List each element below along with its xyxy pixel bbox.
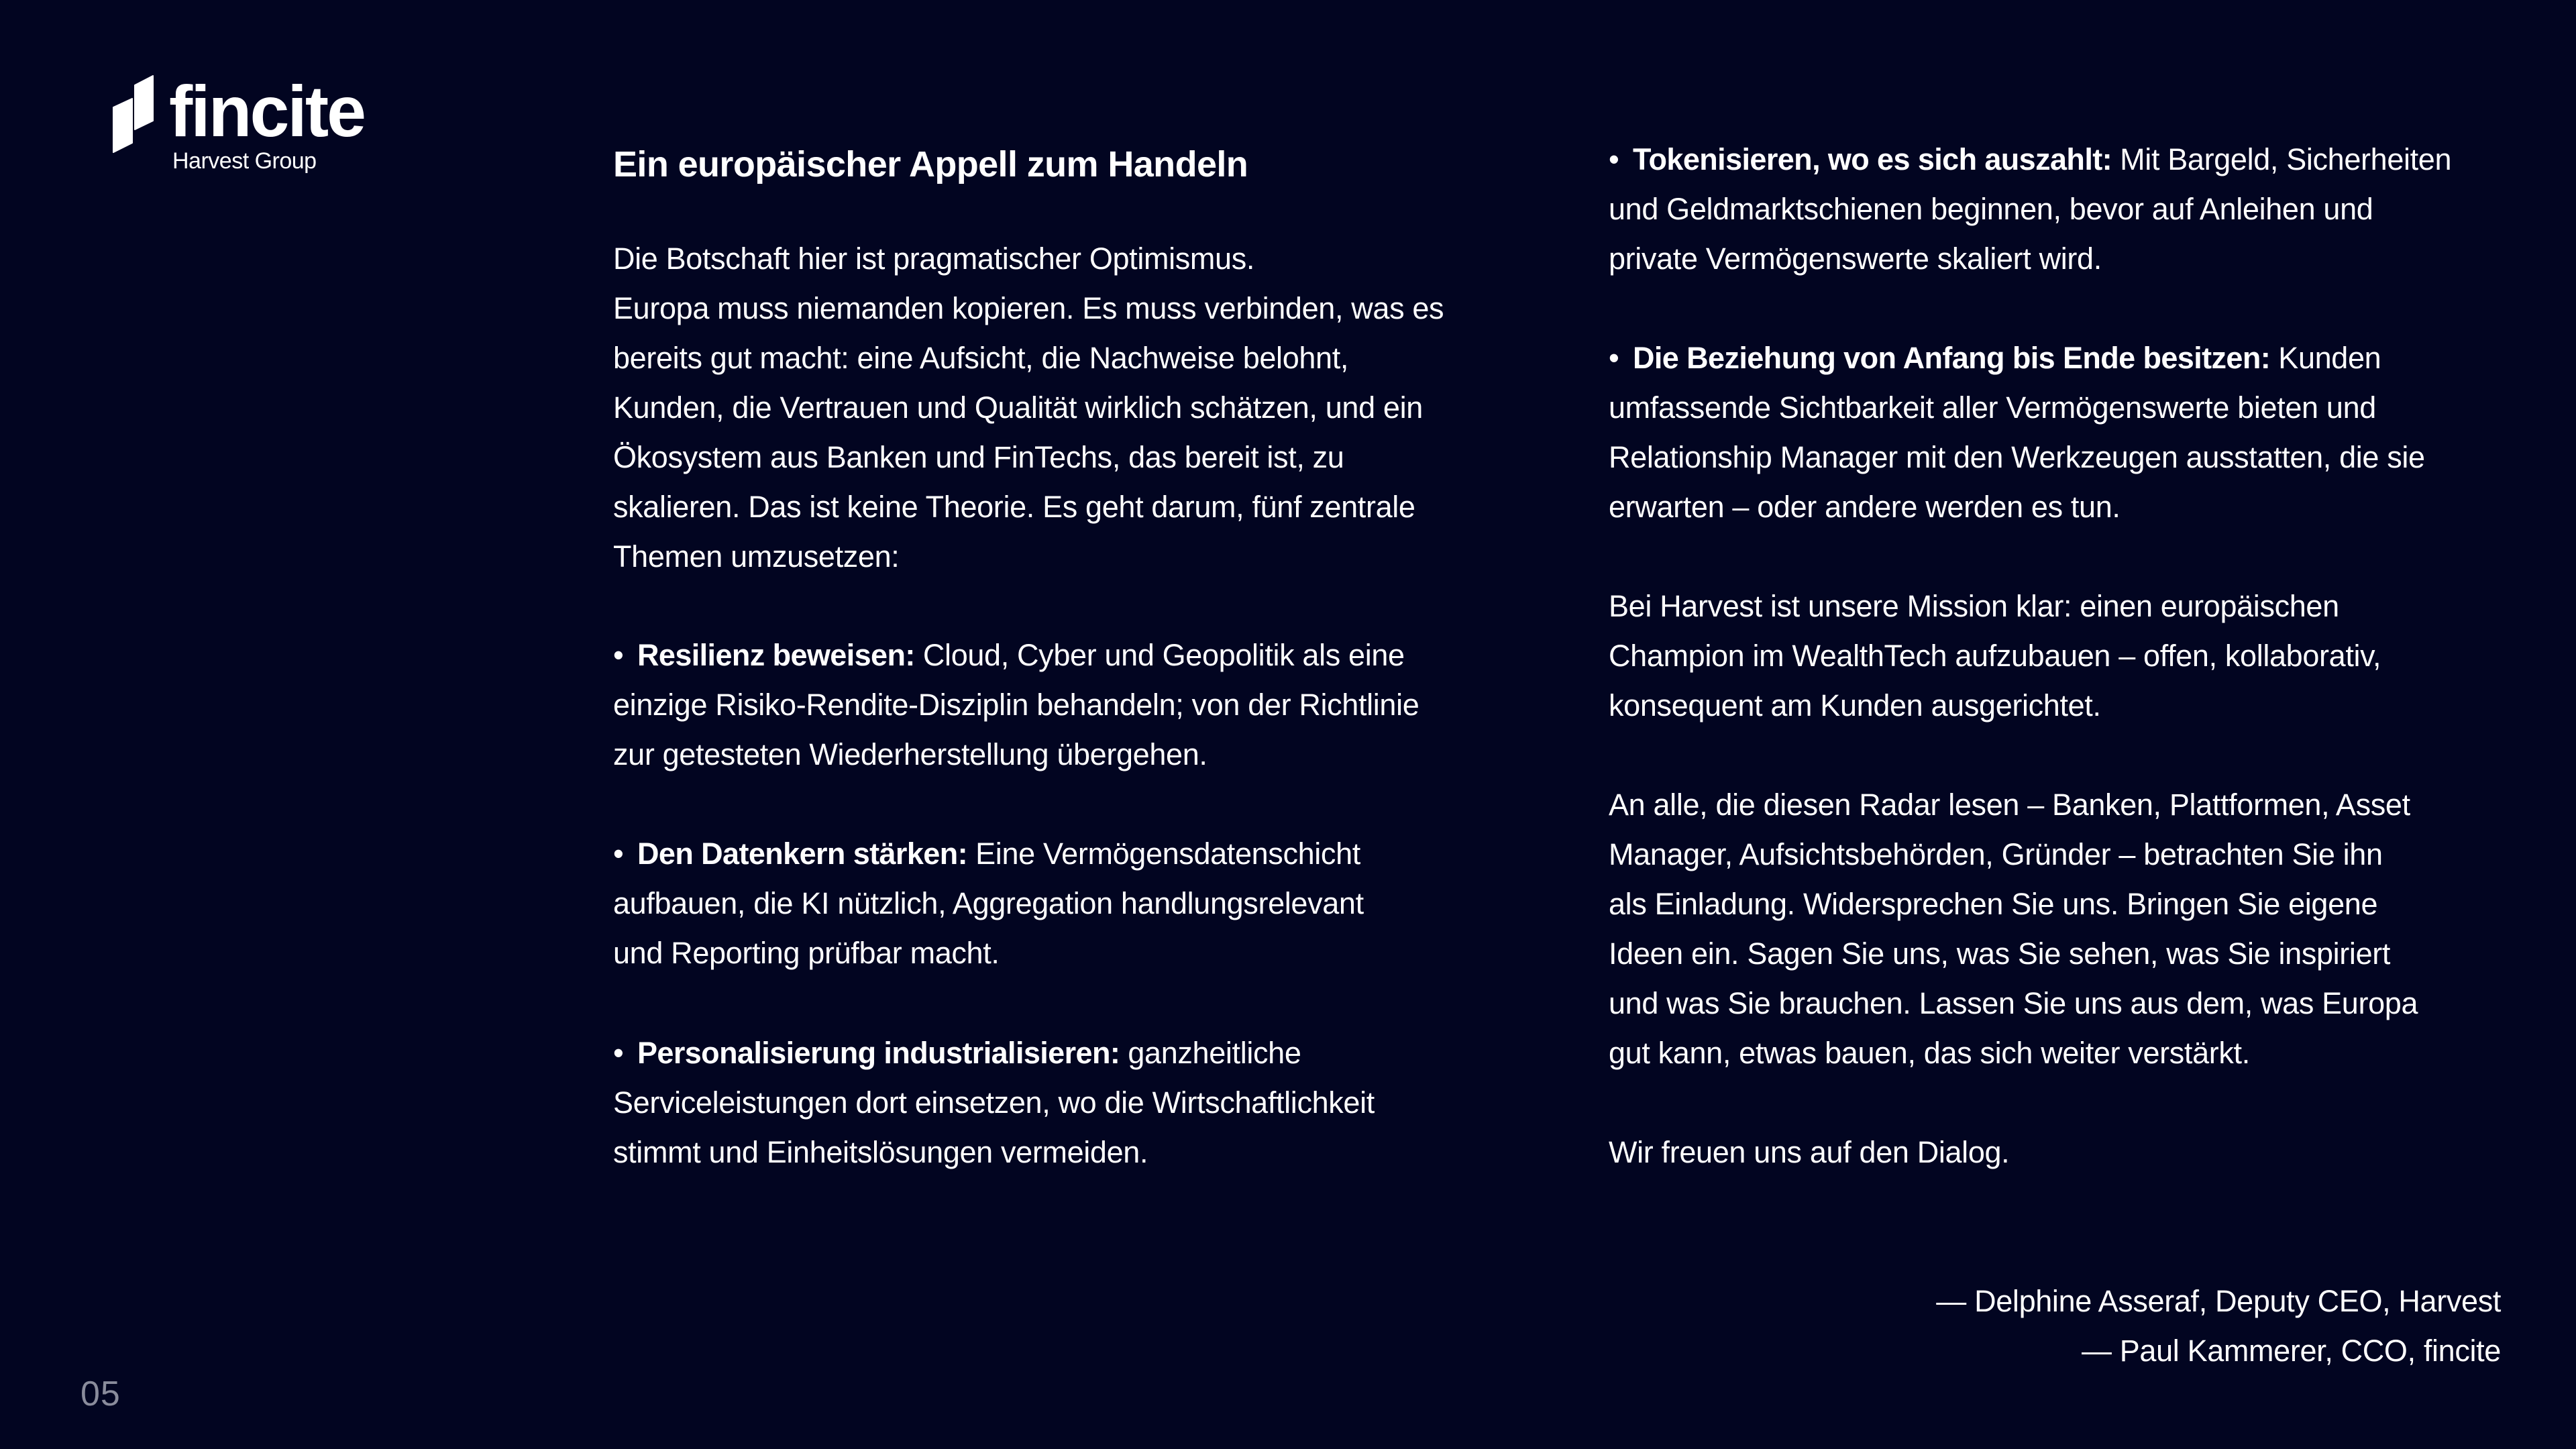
invitation-line: Ideen ein. Sagen Sie uns, was Sie sehen, was Sie inspiriert — [1609, 936, 2391, 971]
invitation-line: als Einladung. Widersprechen Sie uns. Bringen Sie eigene — [1609, 887, 2378, 921]
signature-paul-kammerer: — Paul Kammerer, CCO, fincite — [2081, 1334, 2501, 1368]
intro-line: Kunden, die Vertrauen und Qualität wirklich schätzen, und ein — [613, 390, 1423, 425]
invitation-line: Manager, Aufsichtsbehörden, Gründer – betrachten Sie ihn — [1609, 837, 2383, 871]
invitation-line: An alle, die diesen Radar lesen – Banken, Plattformen, Asset — [1609, 788, 2410, 822]
bullet-title: Die Beziehung von Anfang bis Ende besitzen: — [1633, 341, 2271, 375]
bullet-line: aufbauen, die KI nützlich, Aggregation handlungsrelevant — [613, 886, 1364, 920]
intro-line: skalieren. Das ist keine Theorie. Es geht darum, fünf zentrale — [613, 490, 1415, 524]
bullet-icon: • — [613, 638, 624, 672]
bullet-line: Relationship Manager mit den Werkzeugen ausstatten, die sie — [1609, 440, 2425, 474]
bullet-line: zur getesteten Wiederherstellung übergehen. — [613, 737, 1208, 771]
invitation-line: gut kann, etwas bauen, das sich weiter verstärkt. — [1609, 1036, 2250, 1070]
bullet-item-data-core — [613, 829, 1360, 879]
bullet-line: stimmt und Einheitslösungen vermeiden. — [613, 1135, 1148, 1169]
bullet-line: umfassende Sichtbarkeit aller Vermögenswerte bieten und — [1609, 390, 2376, 425]
bullet-text: Eine Vermögensdatenschicht — [975, 837, 1360, 871]
bullet-icon: • — [613, 837, 624, 871]
bullet-item-personalisation — [613, 1028, 1301, 1078]
bullet-title: Tokenisieren, wo es sich auszahlt: — [1633, 142, 2112, 176]
intro-line: Themen umzusetzen: — [613, 539, 900, 574]
bullet-title: Personalisierung industrialisieren: — [637, 1036, 1120, 1070]
bullet-icon: • — [1609, 142, 1619, 176]
intro-line: Die Botschaft hier ist pragmatischer Optimismus. — [613, 241, 1255, 276]
mission-line: Champion im WealthTech aufzubauen – offen, kollaborativ, — [1609, 639, 2381, 673]
bullet-icon: • — [613, 1036, 624, 1070]
bullet-line: und Geldmarktschienen beginnen, bevor auf Anleihen und — [1609, 192, 2373, 226]
bullet-text: Kunden — [2278, 341, 2381, 375]
bullet-title: Resilienz beweisen: — [637, 638, 915, 672]
bullet-text: Cloud, Cyber und Geopolitik als eine — [922, 638, 1405, 672]
intro-line: Europa muss niemanden kopieren. Es muss verbinden, was es — [613, 291, 1444, 325]
bullet-line: erwarten – oder andere werden es tun. — [1609, 490, 2121, 524]
bullet-line: einzige Risiko-Rendite-Disziplin behandeln; von der Richtlinie — [613, 688, 1419, 722]
invitation-line: und was Sie brauchen. Lassen Sie uns aus dem, was Europa — [1609, 986, 2418, 1020]
mission-line: Bei Harvest ist unsere Mission klar: einen europäischen — [1609, 589, 2339, 623]
intro-line: Ökosystem aus Banken und FinTechs, das bereit ist, zu — [613, 440, 1344, 474]
bullet-text: Mit Bargeld, Sicherheiten — [2120, 142, 2452, 176]
bullet-icon: • — [1609, 341, 1619, 375]
fincite-logo-mark-icon — [107, 67, 161, 161]
bullet-line: Serviceleistungen dort einsetzen, wo die Wirtschaftlichkeit — [613, 1085, 1375, 1120]
logo-subtitle: Harvest Group — [172, 148, 317, 174]
bullet-item-relationship — [1609, 333, 2381, 383]
intro-line: bereits gut macht: eine Aufsicht, die Nachweise belohnt, — [613, 341, 1349, 375]
logo-wordmark: fincite — [169, 70, 365, 152]
page-number: 05 — [80, 1375, 121, 1413]
bullet-text: ganzheitliche — [1128, 1036, 1301, 1070]
fincite-logo — [107, 67, 402, 181]
signature-delphine-asseraf: — Delphine Asseraf, Deputy CEO, Harvest — [1936, 1284, 2501, 1318]
bullet-title: Den Datenkern stärken: — [637, 837, 967, 871]
mission-line: konsequent am Kunden ausgerichtet. — [1609, 688, 2101, 722]
page-title: Ein europäischer Appell zum Handeln — [613, 144, 1248, 184]
bullet-line: und Reporting prüfbar macht. — [613, 936, 1000, 970]
closing-line: Wir freuen uns auf den Dialog. — [1609, 1135, 2010, 1169]
bullet-line: private Vermögenswerte skaliert wird. — [1609, 241, 2102, 276]
bullet-item-tokenisation — [1609, 135, 2451, 184]
bullet-item-resilience — [613, 631, 1405, 680]
